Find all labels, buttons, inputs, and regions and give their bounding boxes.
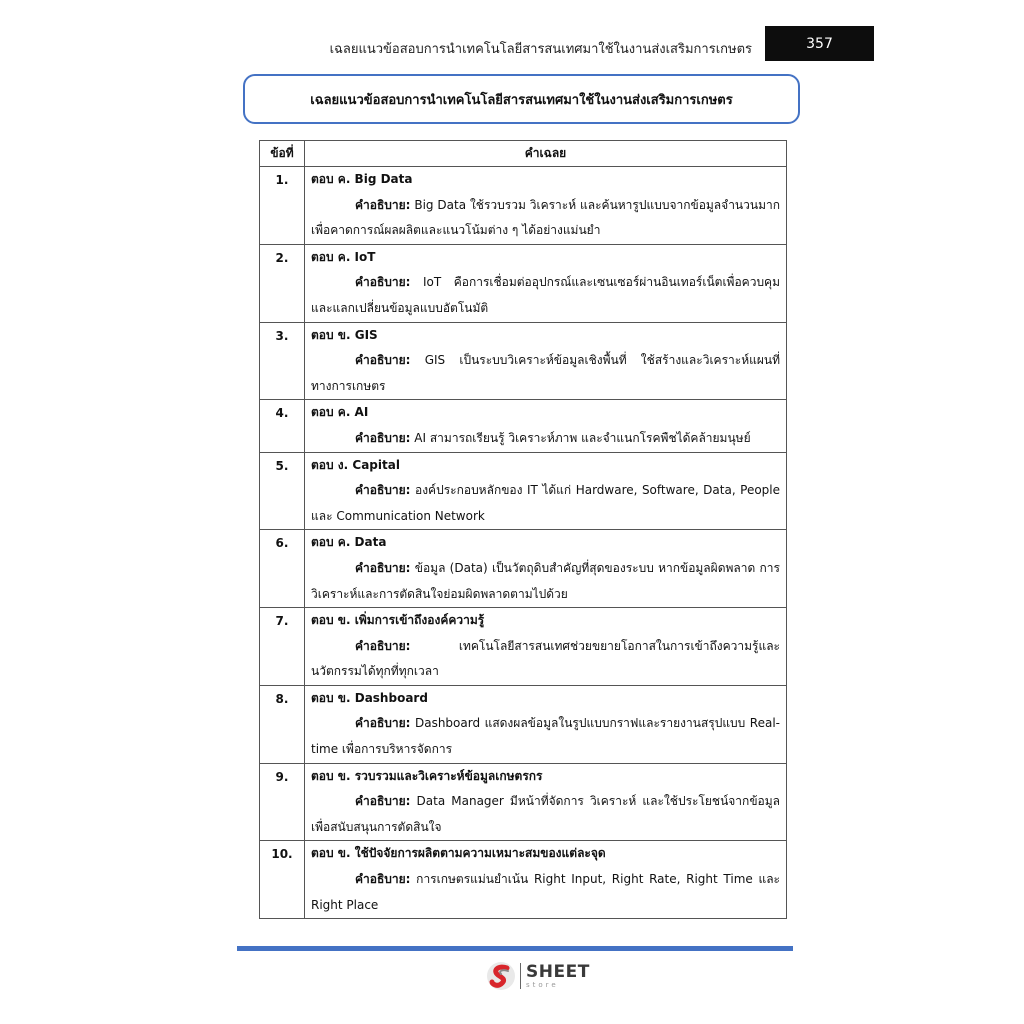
table-row	[260, 685, 787, 763]
answer-choice: ตอบ ค. Big Data	[311, 172, 413, 186]
answer-choice: ตอบ ข. GIS	[311, 327, 378, 342]
explanation-text: Dashboard แสดงผลข้อมูลในรูปแบบกราฟและรายงานสรุปแบบ Real-time เพื่อการบริหารจัดการ	[311, 716, 780, 757]
table-row	[260, 763, 787, 841]
explanation	[311, 867, 780, 918]
answer-choice: ตอบ ข. Dashboard	[311, 690, 428, 705]
footer-rule	[237, 946, 793, 951]
explanation-label: คำอธิบาย:	[355, 638, 411, 653]
logo-text: SHEET	[526, 961, 590, 982]
explanation	[311, 634, 780, 685]
explanation-label: คำอธิบาย:	[355, 353, 411, 368]
table-row	[260, 244, 787, 322]
table-row	[260, 452, 787, 530]
answer-cell	[305, 608, 787, 686]
explanation	[311, 556, 780, 607]
explanation-label: คำอธิบาย:	[355, 716, 411, 731]
running-header-title: เฉลยแนวข้อสอบการนำเทคโนโลยีสารสนเทศมาใช้ในงานส่งเสริมการเกษตร	[329, 42, 752, 57]
logo-separator	[520, 963, 521, 989]
question-number: 5.	[260, 452, 305, 530]
table-header-row	[260, 141, 787, 167]
section-title: เฉลยแนวข้อสอบการนำเทคโนโลยีสารสนเทศมาใช้ในงานส่งเสริมการเกษตร	[310, 92, 733, 108]
table-row	[260, 400, 787, 452]
explanation-text: องค์ประกอบหลักของ IT ได้แก่ Hardware, Software, Data, People และ Communication Network	[311, 483, 780, 523]
page-number: 357	[765, 26, 874, 61]
section-title-box	[243, 74, 800, 124]
answer-cell	[305, 400, 787, 452]
explanation-text: ข้อมูล (Data) เป็นวัตถุดิบสำคัญที่สุดของระบบ หากข้อมูลผิดพลาด การวิเคราะห์และการตัดสินใจย่อมผิดพลาดตามไปด้วย	[311, 560, 780, 601]
explanation-label: คำอธิบาย:	[355, 483, 411, 498]
logo-subtext: store	[526, 980, 559, 989]
column-header-answer: คำเฉลย	[305, 141, 787, 167]
explanation	[311, 711, 780, 762]
answer-cell	[305, 167, 787, 245]
answer-cell	[305, 452, 787, 530]
explanation-text: Big Data ใช้รวบรวม วิเคราะห์ และค้นหารูปแบบจากข้อมูลจำนวนมากเพื่อคาดการณ์ผลผลิตและแนวโน้มต่าง ๆ ได้อย่างแม่นยำ	[311, 197, 780, 238]
explanation-label: คำอธิบาย:	[355, 275, 411, 290]
table-row	[260, 167, 787, 245]
answer-choice: ตอบ ค. IoT	[311, 249, 376, 264]
explanation	[311, 193, 780, 244]
explanation-text: GIS เป็นระบบวิเคราะห์ข้อมูลเชิงพื้นที่ ใช้สร้างและวิเคราะห์แผนที่ทางการเกษตร	[311, 353, 780, 393]
explanation-text: AI สามารถเรียนรู้ วิเคราะห์ภาพ และจำแนกโรคพืชได้คล้ายมนุษย์	[410, 430, 751, 445]
answer-table	[259, 140, 787, 919]
answer-choice: ตอบ ง. Capital	[311, 457, 400, 472]
explanation-label: คำอธิบาย:	[355, 794, 411, 809]
table-row	[260, 322, 787, 400]
logo-wordmark	[526, 961, 590, 989]
answer-choice: ตอบ ข. เพิ่มการเข้าถึงองค์ความรู้	[311, 613, 485, 628]
table-row	[260, 841, 787, 919]
explanation-label: คำอธิบาย:	[355, 197, 411, 212]
question-number: 7.	[260, 608, 305, 686]
explanation-text: IoT คือการเชื่อมต่ออุปกรณ์และเซนเซอร์ผ่านอินเทอร์เน็ตเพื่อควบคุมและแลกเปลี่ยนข้อมูลแบบอัตโนมัติ	[311, 275, 780, 315]
explanation	[311, 789, 780, 840]
explanation-text: การเกษตรแม่นยำเน้น Right Input, Right Rate, Right Time และ Right Place	[311, 872, 780, 912]
answer-cell	[305, 841, 787, 919]
question-number: 4.	[260, 400, 305, 452]
table-row	[260, 608, 787, 686]
answer-cell	[305, 244, 787, 322]
answer-choice: ตอบ ค. AI	[311, 405, 369, 420]
question-number: 2.	[260, 244, 305, 322]
explanation	[311, 478, 780, 529]
explanation-label: คำอธิบาย:	[355, 430, 411, 445]
explanation	[311, 270, 780, 321]
sheet-logo-icon	[486, 961, 516, 991]
explanation	[311, 426, 780, 452]
question-number: 8.	[260, 685, 305, 763]
question-number: 9.	[260, 763, 305, 841]
question-number: 1.	[260, 167, 305, 245]
question-number: 3.	[260, 322, 305, 400]
column-header-number: ข้อที่	[260, 141, 305, 167]
question-number: 10.	[260, 841, 305, 919]
table-row	[260, 530, 787, 608]
answer-cell	[305, 763, 787, 841]
answer-cell	[305, 685, 787, 763]
answer-cell	[305, 530, 787, 608]
answer-choice: ตอบ ข. ใช้ปัจจัยการผลิตตามความเหมาะสมของแต่ละจุด	[311, 846, 606, 861]
answer-choice: ตอบ ข. รวบรวมและวิเคราะห์ข้อมูลเกษตรกร	[311, 768, 543, 783]
question-number: 6.	[260, 530, 305, 608]
explanation-text: เทคโนโลยีสารสนเทศช่วยขยายโอกาสในการเข้าถึงความรู้และนวัตกรรมได้ทุกที่ทุกเวลา	[311, 638, 780, 679]
explanation-label: คำอธิบาย:	[355, 872, 411, 887]
explanation-label: คำอธิบาย:	[355, 560, 411, 575]
explanation-text: Data Manager มีหน้าที่จัดการ วิเคราะห์ และใช้ประโยชน์จากข้อมูลเพื่อสนับสนุนการตัดสินใจ	[311, 794, 780, 834]
answer-cell	[305, 322, 787, 400]
answer-choice: ตอบ ค. Data	[311, 535, 387, 550]
sheet-store-logo	[486, 960, 590, 992]
explanation	[311, 348, 780, 399]
